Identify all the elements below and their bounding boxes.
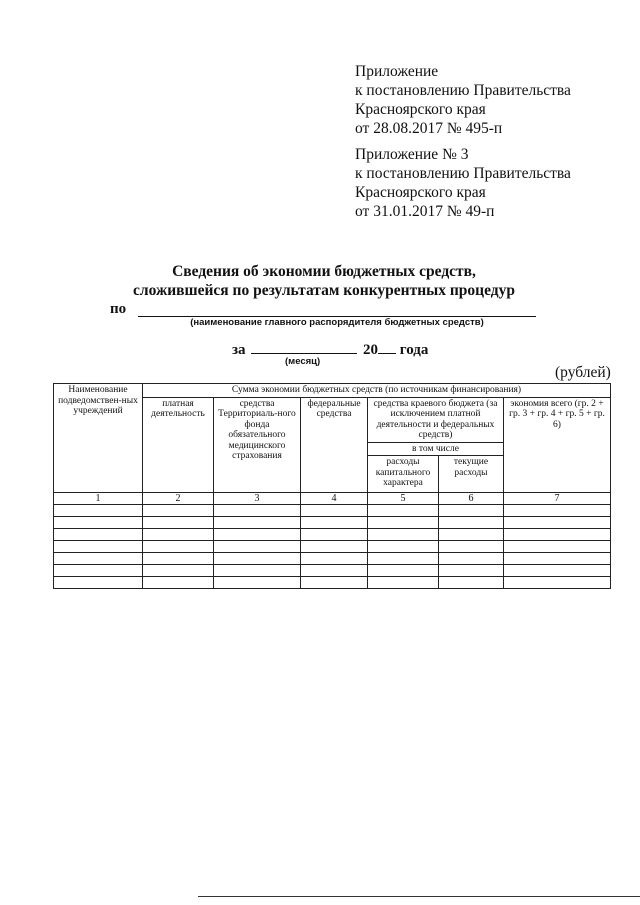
header-cell-institutions: Наименование подведомствен-ных учреждений (54, 384, 143, 493)
column-number: 1 (54, 493, 143, 505)
table-row (54, 529, 611, 541)
table-cell[interactable] (301, 565, 368, 577)
table-cell[interactable] (54, 565, 143, 577)
table-row (54, 505, 611, 517)
header-cell-federal-funds: федеральные средства (301, 397, 368, 493)
table-cell[interactable] (301, 553, 368, 565)
table-cell[interactable] (143, 577, 214, 589)
column-number: 5 (368, 493, 439, 505)
header-cell-total-savings: экономия всего (гр. 2 + гр. 3 + гр. 4 + гр. 5 + гр. 6) (504, 397, 611, 493)
table-cell[interactable] (439, 565, 504, 577)
table-cell[interactable] (439, 577, 504, 589)
table-cell[interactable] (368, 517, 439, 529)
unit-label: (рублей) (555, 364, 611, 381)
header-cell-regional-budget: средства краевого бюджета (за исключением платной деятельности и федеральных средств) (368, 397, 504, 442)
table-cell[interactable] (439, 541, 504, 553)
table-cell[interactable] (504, 565, 611, 577)
month-field[interactable] (251, 340, 357, 354)
column-number: 7 (504, 493, 611, 505)
table-cell[interactable] (504, 517, 611, 529)
table-cell[interactable] (368, 577, 439, 589)
header-cell-territorial-fund: средства Территориаль-ного фонда обязательного медицинского страхования (214, 397, 301, 493)
table-cell[interactable] (214, 517, 301, 529)
table-cell[interactable] (301, 517, 368, 529)
column-number: 2 (143, 493, 214, 505)
table-cell[interactable] (214, 541, 301, 553)
header-line: Приложение № 3 (355, 146, 469, 163)
document-title-line2: сложившейся по результатам конкурентных процедур (133, 282, 515, 299)
period-prefix: за (232, 342, 246, 358)
table-cell[interactable] (214, 505, 301, 517)
appendix-header-original (355, 145, 625, 221)
column-number: 3 (214, 493, 301, 505)
header-line: к постановлению Правительства (355, 82, 571, 99)
by-label: по (110, 301, 127, 317)
table-cell[interactable] (143, 517, 214, 529)
table-row (54, 517, 611, 529)
table-row (54, 541, 611, 553)
table-cell[interactable] (214, 577, 301, 589)
table-cell[interactable] (143, 553, 214, 565)
table-cell[interactable] (54, 541, 143, 553)
header-cell-including: в том числе (368, 442, 504, 456)
table-cell[interactable] (54, 577, 143, 589)
table-cell[interactable] (214, 553, 301, 565)
table-row (54, 577, 611, 589)
table-cell[interactable] (54, 505, 143, 517)
table-cell[interactable] (214, 529, 301, 541)
table-cell[interactable] (504, 505, 611, 517)
period-line (232, 340, 428, 359)
table-cell[interactable] (368, 553, 439, 565)
table-cell[interactable] (214, 565, 301, 577)
header-line: Красноярского края (355, 184, 486, 201)
column-numbers-row (54, 493, 611, 505)
table-cell[interactable] (301, 529, 368, 541)
header-line: от 31.01.2017 № 49-п (355, 203, 495, 220)
header-line: Приложение (355, 63, 439, 80)
table-cell[interactable] (368, 565, 439, 577)
column-number: 6 (439, 493, 504, 505)
table-cell[interactable] (504, 541, 611, 553)
header-line: к постановлению Правительства (355, 165, 571, 182)
table-cell[interactable] (504, 529, 611, 541)
month-caption: (месяц) (285, 356, 321, 367)
table-cell[interactable] (439, 529, 504, 541)
header-line: от 28.08.2017 № 495-п (355, 120, 503, 137)
year-field[interactable] (378, 340, 396, 354)
table-cell[interactable] (54, 553, 143, 565)
table-row (54, 565, 611, 577)
savings-table (53, 383, 611, 589)
table-cell[interactable] (301, 541, 368, 553)
table-cell[interactable] (301, 505, 368, 517)
header-line: Красноярского края (355, 101, 486, 118)
table-cell[interactable] (504, 553, 611, 565)
header-cell-savings-sum: Сумма экономии бюджетных средств (по источникам финансирования) (143, 384, 611, 398)
document-title-line1: Сведения об экономии бюджетных средств, (172, 263, 476, 280)
appendix-header-current (355, 62, 625, 138)
table-cell[interactable] (54, 529, 143, 541)
table-cell[interactable] (368, 505, 439, 517)
header-cell-capital-expenses: расходы капитального характера (368, 456, 439, 493)
table-cell[interactable] (143, 529, 214, 541)
manager-name-caption: (наименование главного распорядителя бюджетных средств) (190, 317, 484, 328)
table-cell[interactable] (143, 565, 214, 577)
table-cell[interactable] (54, 517, 143, 529)
year-prefix: 20 (363, 342, 379, 358)
table-cell[interactable] (301, 577, 368, 589)
table-cell[interactable] (504, 577, 611, 589)
period-suffix: года (399, 342, 429, 358)
table-cell[interactable] (143, 505, 214, 517)
table-cell[interactable] (368, 529, 439, 541)
table-cell[interactable] (143, 541, 214, 553)
column-number: 4 (301, 493, 368, 505)
table-cell[interactable] (368, 541, 439, 553)
table-cell[interactable] (439, 505, 504, 517)
page-bottom-rule (198, 896, 640, 897)
table-cell[interactable] (439, 553, 504, 565)
table-header-row (54, 384, 611, 398)
table-cell[interactable] (439, 517, 504, 529)
table-row (54, 553, 611, 565)
header-cell-current-expenses: текущие расходы (439, 456, 504, 493)
header-cell-paid-activity: платная деятельность (143, 397, 214, 493)
